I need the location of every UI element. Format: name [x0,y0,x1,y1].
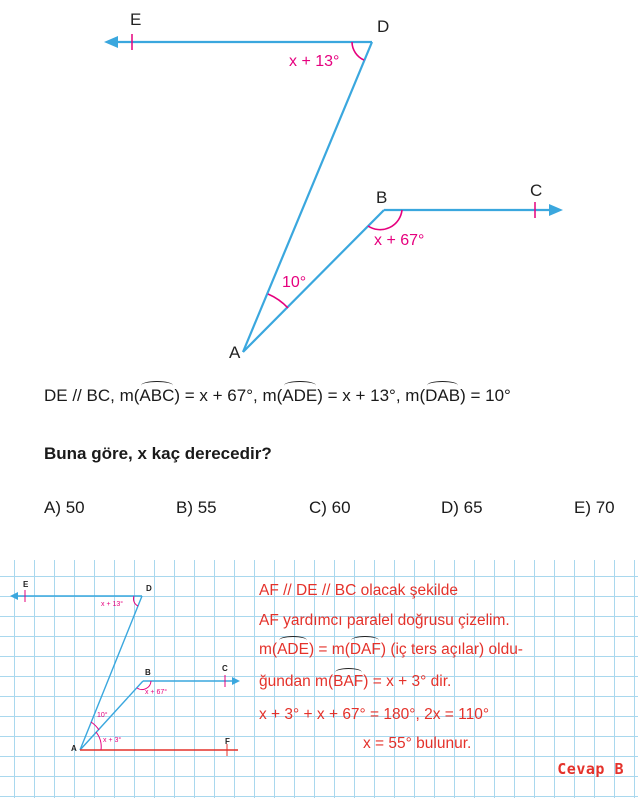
sol-l3-b: ) = m( [308,641,350,658]
solution-figure [0,560,250,798]
option-b[interactable]: B) 55 [176,498,217,517]
given-angle-dab: DAB [425,386,461,405]
option-d[interactable]: D) 65 [441,498,483,517]
angle-label-b: x + 67° [374,232,425,249]
point-label-e: E [130,10,142,29]
solution-line-6: x = 55° bulunur. [363,735,472,752]
given-text-3: ) = x + 13°, m( [317,386,426,405]
segment-da [243,42,372,352]
sol-angle-a10: 10° [97,712,108,719]
sol-angle-b: x + 67° [145,689,168,696]
option-c[interactable]: C) 60 [309,498,351,517]
arrow-e [104,36,118,48]
given-angle-abc: ABC [139,386,175,405]
sol-angle-baf: BAF [333,673,364,690]
given-text-4: ) = 10° [460,386,511,405]
sol-l4-b: ) = x + 3° dir. [363,673,452,690]
option-e[interactable]: E) 70 [574,498,615,517]
solution-line-4 [259,673,451,691]
solution-line-2: AF yardımcı paralel doğrusu çizelim. [259,612,510,629]
angle-label-d: x + 13° [289,53,340,70]
solution-line-1: AF // DE // BC olacak şekilde [259,582,458,599]
solution-line-3 [259,641,523,659]
point-label-a: A [229,343,241,362]
point-label-d: D [377,17,390,36]
sol-l3-a: m( [259,641,278,658]
given-statement [44,386,511,406]
sol-point-e: E [23,580,29,589]
angle-label-a: 10° [282,274,307,291]
sol-l3-c: ) (iç ters açılar) oldu- [380,641,523,658]
point-label-c: C [530,181,543,200]
angle-arc-a [268,294,288,308]
sol-point-f: F [225,737,230,746]
given-angle-ade: ADE [282,386,318,405]
point-label-b: B [376,188,388,207]
option-a[interactable]: A) 50 [44,498,85,517]
sol-angle-daf: DAF [349,641,381,658]
sol-point-a: A [71,744,77,753]
segment-ab [243,210,384,352]
arrow-c [549,204,563,216]
given-text-1: DE // BC, m( [44,386,140,405]
angle-arc-d [352,42,364,60]
sol-point-c: C [222,664,228,673]
sol-angle-d: x + 13° [101,601,124,608]
sol-l4-a: ğundan m( [259,673,334,690]
answer-label: Cevap B [557,760,624,778]
sol-point-b: B [145,668,151,677]
question-text: Buna göre, x kaç derecedir? [44,444,272,463]
sol-angle-ade: ADE [277,641,309,658]
sol-angle-a3: x + 3° [103,737,122,744]
given-text-2: ) = x + 67°, m( [174,386,283,405]
solution-line-5: x + 3° + x + 67° = 180°, 2x = 110° [259,706,490,723]
sol-point-d: D [146,584,152,593]
